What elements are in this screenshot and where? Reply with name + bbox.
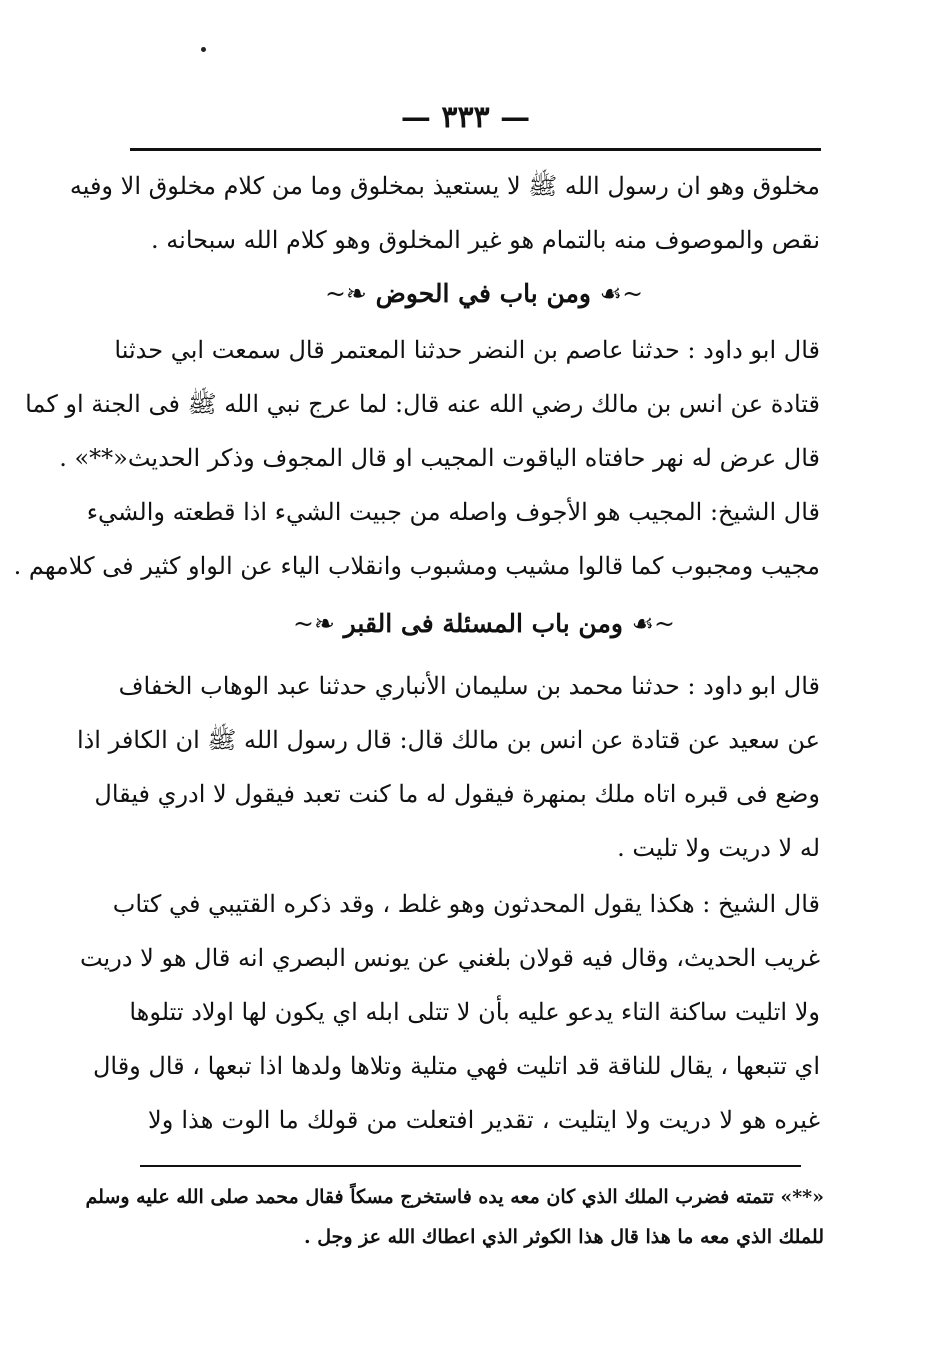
text-line: قال الشيخ : هكذا يقول المحدثون وهو غلط ، وقد ذكره القتيبي في كتاب xyxy=(112,890,820,918)
ink-speck xyxy=(201,47,206,52)
header-rule xyxy=(130,148,821,151)
ornament-icon: ❧~ xyxy=(293,609,335,638)
page-number: — ٣٣٣ — xyxy=(400,100,531,135)
intro-line: نقص والموصوف منه بالتمام هو غير المخلوق وهو كلام الله سبحانه . xyxy=(151,226,820,254)
text-line: قال الشيخ: المجيب هو الأجوف واصله من جبيت الشيء اذا قطعته والشيء xyxy=(86,498,820,526)
text-line: له لا دريت ولا تليت . xyxy=(617,834,820,862)
footnote-rule xyxy=(140,1165,801,1167)
text-line: غريب الحديث، وقال فيه قولان بلغني عن يونس البصري انه قال هو لا دريت xyxy=(79,944,820,972)
text-line: وضع فى قبره اتاه ملك بمنهرة فيقول له ما كنت تعبد فيقول لا ادري فيقال xyxy=(94,780,820,808)
section-heading-qabr xyxy=(148,604,820,644)
text-line: قتادة عن انس بن مالك رضي الله عنه قال: لما عرج نبي الله ﷺ فى الجنة او كما xyxy=(25,390,820,418)
intro-line: مخلوق وهو ان رسول الله ﷺ لا يستعيذ بمخلوق وما من كلام مخلوق الا وفيه xyxy=(69,172,820,200)
ornament-icon: ❧~ xyxy=(324,279,367,308)
text-line: غيره هو لا دريت ولا ايتليت ، تقدير افتعلت من قولك ما الوت هذا ولا xyxy=(148,1106,821,1134)
section-heading-text: ومن باب في الحوض xyxy=(375,279,591,308)
section-heading-hawd xyxy=(148,274,820,314)
text-line: ولا اتليت ساكنة التاء يدعو عليه بأن لا تتلى ابله اي يكون لها اولاد تتلوها xyxy=(129,998,820,1026)
text-line: قال ابو داود : حدثنا محمد بن سليمان الأنباري حدثنا عبد الوهاب الخفاف xyxy=(118,672,820,700)
text-line: قال عرض له نهر حافتاه الياقوت المجيب او قال المجوف وذكر الحديث«**» . xyxy=(59,444,820,472)
section-heading-text: ومن باب المسئلة فى القبر xyxy=(343,609,623,638)
text-line: مجيب ومجبوب كما قالوا مشيب ومشبوب وانقلاب الياء عن الواو كثير فى كلامهم . xyxy=(13,552,820,580)
footnote-line: «**» تتمته فضرب الملك الذي كان معه يده فاستخرج مسكاً فقال محمد صلى الله عليه وسلم xyxy=(85,1186,824,1208)
ornament-icon: ~☙ xyxy=(631,609,675,638)
text-line: قال ابو داود : حدثنا عاصم بن النضر حدثنا المعتمر قال سمعت ابي حدثنا xyxy=(114,336,820,364)
ornament-icon: ~☙ xyxy=(599,279,644,308)
text-line: عن سعيد عن قتادة عن انس بن مالك قال: قال رسول الله ﷺ ان الكافر اذا xyxy=(76,726,820,754)
text-line: اي تتبعها ، يقال للناقة قد اتليت فهي متلية وتلاها ولدها اذا تبعها ، قال وقال xyxy=(92,1052,820,1080)
footnote-line: للملك الذي معه ما هذا قال هذا الكوثر الذي اعطاك الله عز وجل . xyxy=(304,1226,824,1248)
